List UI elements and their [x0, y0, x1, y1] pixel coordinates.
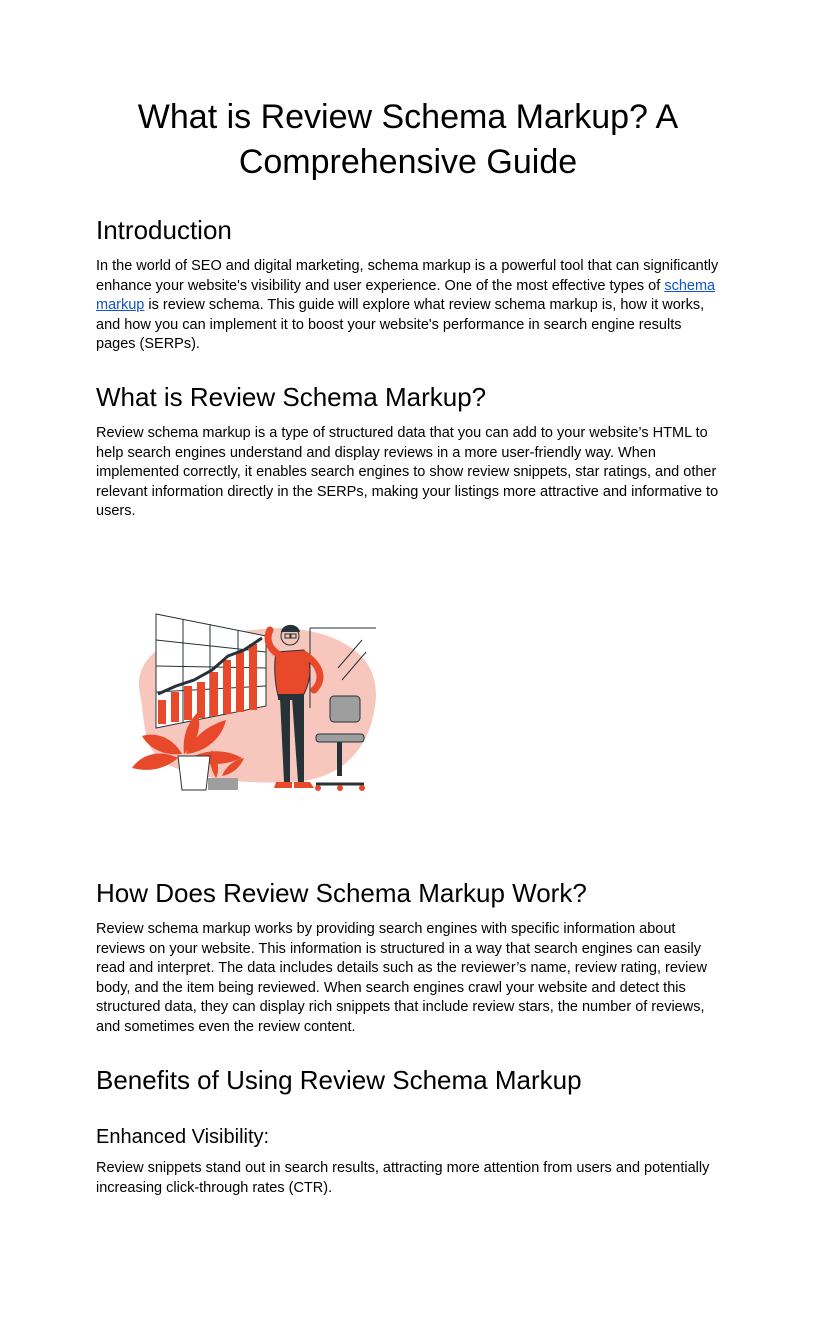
- introduction-text-start: In the world of SEO and digital marketing, schema markup is a powerful tool that can significantly enhance your website's visibility and user experience. One of the most effective types of: [96, 258, 719, 294]
- paragraph-introduction: [96, 257, 720, 355]
- paragraph-how-it-works: Review schema markup works by providing search engines with specific information about reviews on your website. This information is structured in a way that search engines can easily read and interpret. The data includes details such as the reviewer’s name, review rating, review body, and the item being reviewed. When search engines crawl your website and detect this structured data, they can display rich snippets that include review stars, the number of reviews, and sometimes even the review content.: [96, 921, 707, 1035]
- plant-pot: [178, 756, 210, 790]
- schema-markup-link[interactable]: schema markup: [96, 277, 716, 313]
- paragraph-what-is-review-schema: Review schema markup is a type of structured data that you can add to your website’s HTML to help search engines understand and display reviews in a more user-friendly way. When implemented correctly, it enables search engines to show review snippets, star ratings, and other relevant information directly in the SERPs, making your listings more attractive and informative to users.: [96, 425, 719, 519]
- page-title: What is Review Schema Markup? A Comprehensive Guide: [137, 98, 679, 181]
- heading-introduction: Introduction: [96, 215, 232, 245]
- heading-enhanced-visibility: Enhanced Visibility:: [96, 1126, 270, 1148]
- heading-benefits: Benefits of Using Review Schema Markup: [96, 1065, 582, 1095]
- analytics-growth-illustration: [128, 608, 380, 794]
- heading-what-is-review-schema: What is Review Schema Markup?: [96, 382, 487, 412]
- small-pot: [208, 778, 238, 790]
- paragraph-enhanced-visibility: Review snippets stand out in search results, attracting more attention from users and potentially increasing click-through rates (CTR).: [96, 1160, 710, 1196]
- heading-how-it-works: How Does Review Schema Markup Work?: [96, 878, 587, 908]
- introduction-text-end: is review schema. This guide will explore what review schema markup is, how it works, and how you can implement it to boost your website's performance in search engine results pages (SERPs).: [96, 297, 705, 352]
